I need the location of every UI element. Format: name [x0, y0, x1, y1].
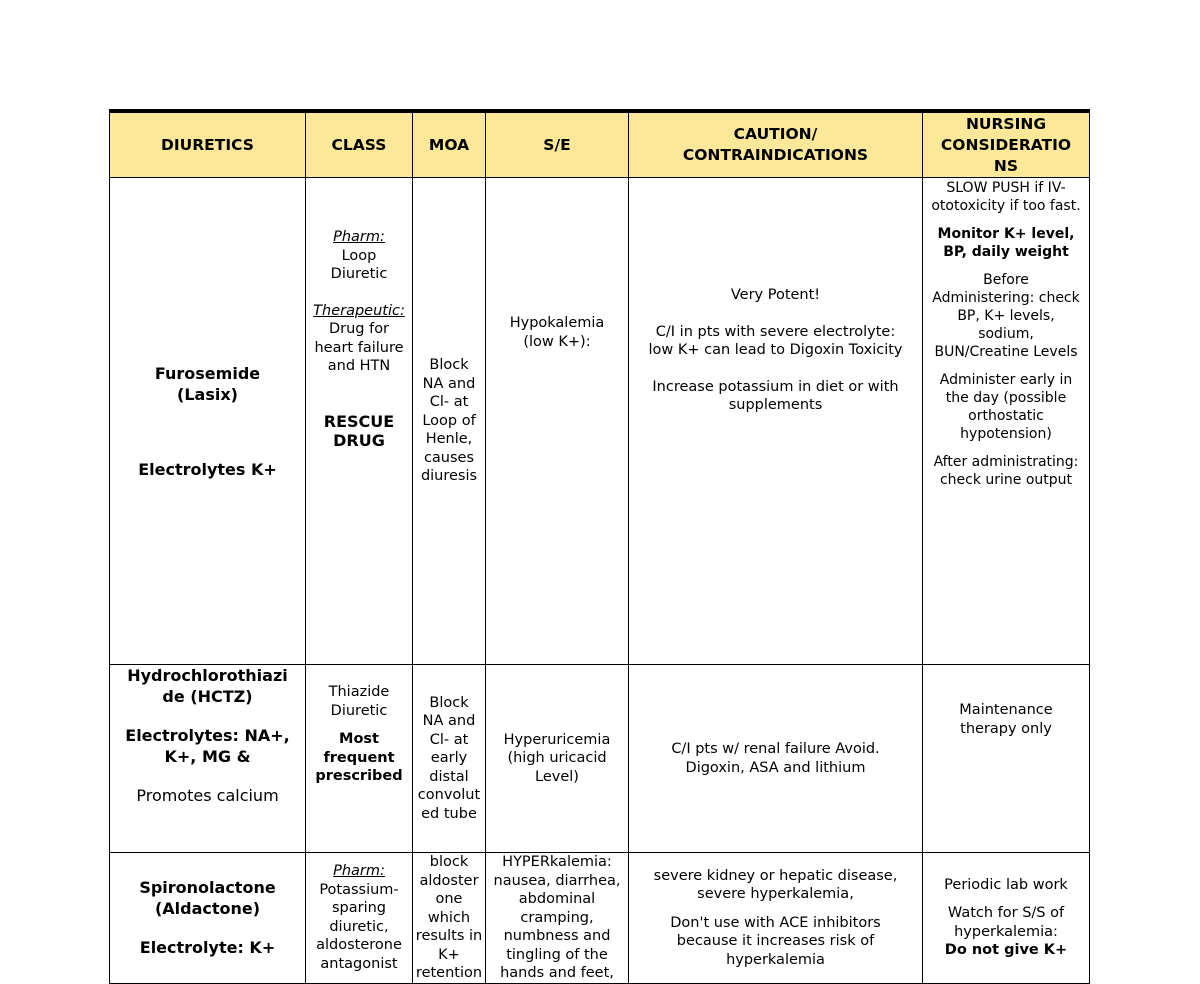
table-row-spironolactone [110, 853, 1090, 984]
drug-cell: Hydrochlorothiazi de (HCTZ) Electrolytes: NA+, K+, MG & Promotes calcium [110, 665, 306, 853]
header-class: CLASS [306, 111, 413, 178]
class-cell: Pharm: Potassium- sparing diuretic, aldosterone antagonist [306, 853, 413, 984]
nursing-cell: Maintenance therapy only [923, 665, 1090, 853]
header-caution: CAUTION/ CONTRAINDICATIONS [629, 111, 923, 178]
moa-cell: block aldoster one which results in K+ retention [413, 853, 486, 984]
nursing-cell: Periodic lab work Watch for S/S of hyperkalemia: Do not give K+ [923, 853, 1090, 984]
drug-cell: Spironolactone (Aldactone) Electrolyte: K+ [110, 853, 306, 984]
header-diuretics: DIURETICS [110, 111, 306, 178]
caution-cell: Very Potent! C/I in pts with severe electrolyte: low K+ can lead to Digoxin Toxicity Increase potassium in diet or with supplements [629, 178, 923, 665]
se-cell: Hyperuricemia (high uricacid Level) [486, 665, 629, 853]
class-cell: Pharm: Loop Diuretic Therapeutic: Drug for heart failure and HTN RESCUE DRUG [306, 178, 413, 665]
diuretics-table [109, 109, 1090, 984]
caution-cell: severe kidney or hepatic disease, severe hyperkalemia, Don't use with ACE inhibitors because it increases risk of hyperkalemia [629, 853, 923, 984]
header-nursing: NURSING CONSIDERATIO NS [923, 111, 1090, 178]
moa-cell: Block NA and Cl- at early distal convolut ed tube [413, 665, 486, 853]
class-cell: Thiazide Diuretic Most frequent prescribed [306, 665, 413, 853]
header-se: S/E [486, 111, 629, 178]
se-cell: Hypokalemia (low K+): [486, 178, 629, 665]
nursing-cell: SLOW PUSH if IV- ototoxicity if too fast. Monitor K+ level, BP, daily weight Before Administering: check BP, K+ levels, sodium, BUN/Creatine Levels Administer early in the day (possible orthostatic hypotension) After administrating: check urine output [923, 178, 1090, 665]
caution-cell: C/I pts w/ renal failure Avoid. Digoxin, ASA and lithium [629, 665, 923, 853]
drug-cell: Furosemide (Lasix) Electrolytes K+ [110, 178, 306, 665]
header-row [110, 111, 1090, 178]
moa-cell: Block NA and Cl- at Loop of Henle, causes diuresis [413, 178, 486, 665]
table-row-hctz [110, 665, 1090, 853]
header-moa: MOA [413, 111, 486, 178]
table-row-furosemide [110, 178, 1090, 665]
se-cell: HYPERkalemia: nausea, diarrhea, abdominal cramping, numbness and tingling of the hands and feet, [486, 853, 629, 984]
